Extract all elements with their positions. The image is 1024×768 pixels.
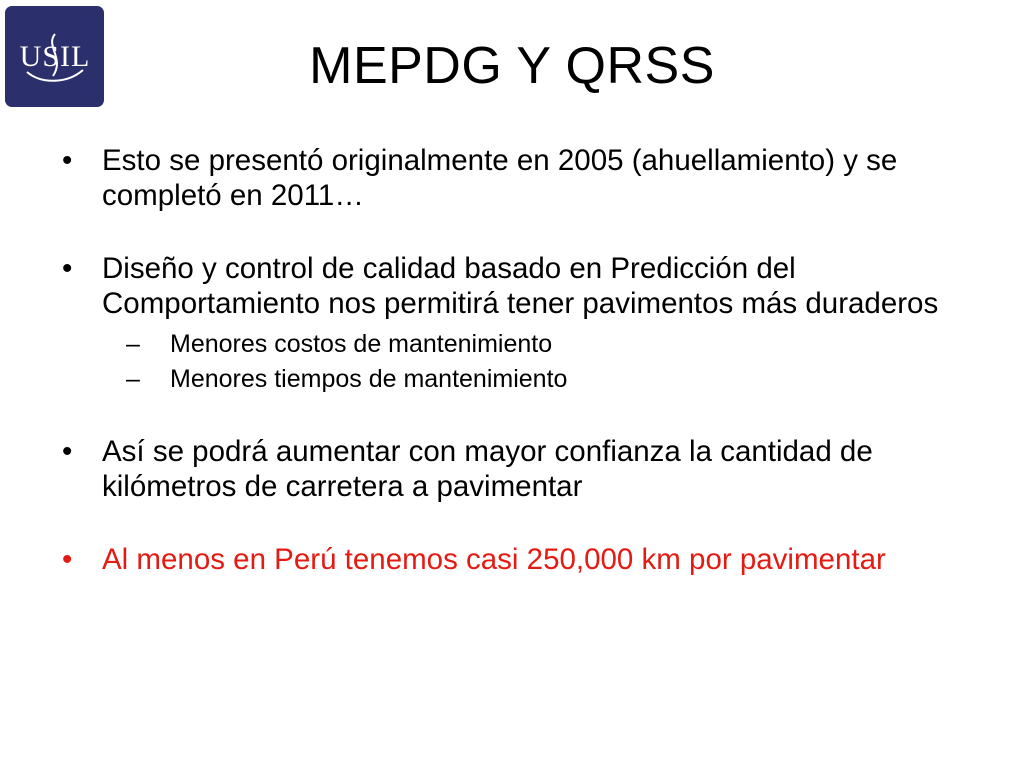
bullet-item	[62, 143, 982, 213]
bullet-item-highlight	[62, 542, 982, 577]
bullet-text: Esto se presentó originalmente en 2005 (ahuellamiento) y se completó en 2011…	[102, 144, 898, 212]
sub-bullet-item	[126, 362, 982, 397]
slide-title: MEPDG Y QRSS	[309, 37, 715, 95]
bullet-text: Así se podrá aumentar con mayor confianza la cantidad de kilómetros de carretera a pavimentar	[102, 435, 873, 503]
bullet-text: Diseño y control de calidad basado en Predicción del Comportamiento nos permitirá tener pavimentos más duraderos	[102, 252, 939, 320]
logo-lettering: USIL	[19, 40, 91, 73]
sub-bullet-list	[102, 327, 982, 397]
sub-bullet-text: Menores costos de mantenimiento	[170, 330, 553, 358]
bullet-item	[62, 434, 982, 504]
bullet-text: Al menos en Perú tenemos casi 250,000 km por pavimentar	[102, 543, 886, 576]
bullet-item	[62, 251, 982, 397]
bullet-list	[62, 143, 982, 577]
sub-bullet-text: Menores tiempos de mantenimiento	[170, 365, 568, 393]
sub-bullet-item	[126, 327, 982, 362]
